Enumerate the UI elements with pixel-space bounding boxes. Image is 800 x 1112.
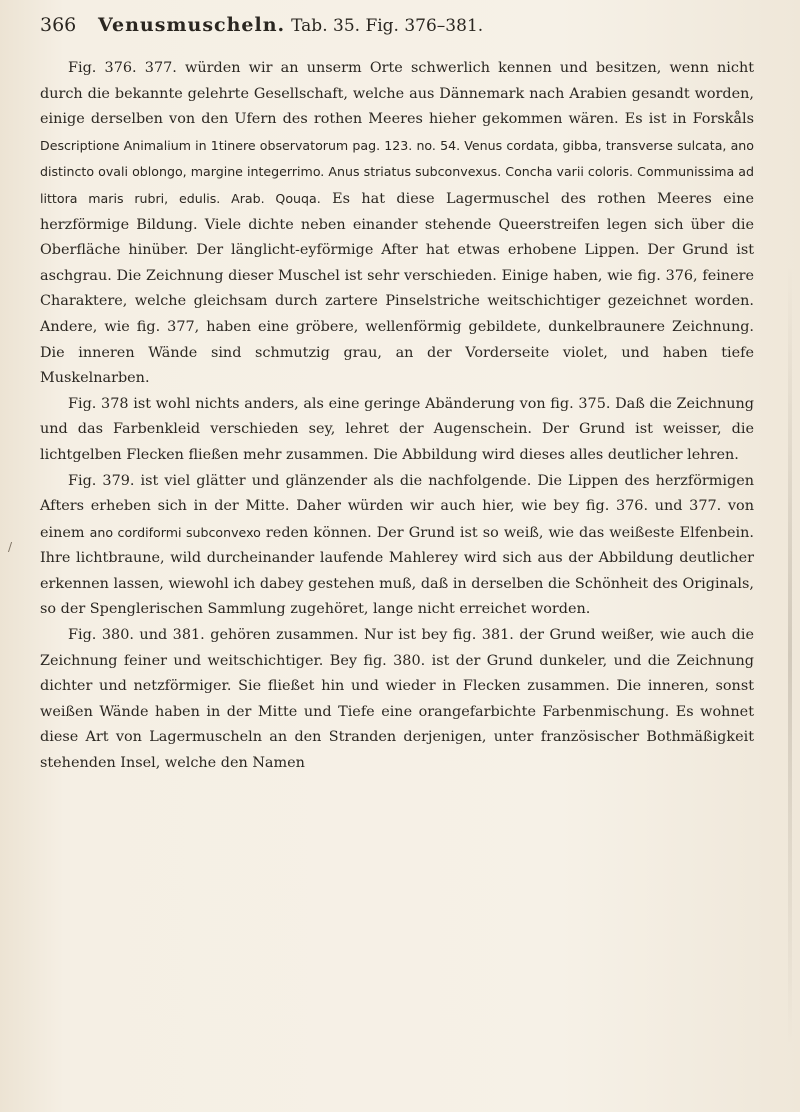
paragraph-text: gehören zusammen. Nur ist bey fig. 381. der Grund weißer, wie auch die Zeichnung feiner und weitschichtiger. Bey fig. 380. ist der Grund dunkeler, und die Zeichnung dichter und netzförmiger. Sie fließet hin und wieder in Flecken zusammen. Die inneren, sonst weißen Wände haben in der Mitte und Tiefe eine orangefarbichte Farbenmischung. Es wohnet diese Art von Lagermuscheln an den Stranden derjenigen, unter französischer Bothmäßigkeit stehenden Insel, welche den Namen — [40, 627, 754, 772]
paragraph-fig-376-377 — [40, 56, 754, 392]
binding-shadow — [788, 265, 792, 1045]
paragraph-lead: Fig. 379. — [68, 472, 135, 489]
paragraph-fig-378 — [40, 392, 754, 469]
paragraph-lead: Fig. 378 — [68, 395, 129, 412]
latin-quotation: Descriptione Animalium in 1tinere observatorum pag. 123. no. 54. Venus cordata, gibba, transverse sulcata, ano distincto ovali oblongo, margine integerrimo. Anus striatus subconvexus. Concha varii coloris. Communissima ad littora maris rubri, edulis. Arab. Qouqa. — [40, 137, 754, 206]
paragraph-text-continued: Es hat diese Lagermuschel des rothen Meeres eine herzförmige Bildung. Viele dichte neben einander stehende Queerstreifen legen sich über die Oberfläche hinüber. Der länglicht-eyförmige After hat etwas erhobene Lippen. Der Grund ist aschgrau. Die Zeichnung dieser Muschel ist sehr verschieden. Einige haben, wie fig. 376, feinere Charaktere, welche gleichsam durch zartere Pinselstriche weitschichtiger gezeichnet worden. Andere, wie fig. 377, haben eine gröbere, wellenförmig gebildete, dunkelbraunere Zeichnung. Die inneren Wände sind schmutzig grau, an der Vorderseite violet, und haben tiefe Muskelnarben. — [40, 190, 754, 387]
page-body — [40, 56, 754, 777]
latin-phrase: ano cordiformi subconvexo — [89, 524, 261, 540]
paragraph-lead: Fig. 376. 377. — [68, 60, 177, 76]
running-title: Venusmuscheln. — [98, 14, 286, 36]
paragraph-lead: Fig. 380. und 381. — [68, 627, 205, 644]
page-number: 366 — [40, 14, 77, 36]
paragraph-text: ist viel glätter und glänzender als die nachfolgende. Die Lippen des herzförmigen Afters erheben sich in der Mitte. Daher würden wir auch hier, wie bey fig. 376. und 377. von einem — [40, 472, 754, 541]
paragraph-text: würden wir an unserm Orte schwerlich kennen und besitzen, wenn nicht durch die bekannte gelehrte Gesellschaft, welche aus Dännemark nach Arabien gesandt worden, einige derselben von den Ufern des rothen Meeres hieher gekommen wären. Es ist in Forskåls — [40, 60, 755, 128]
paragraph-text-continued: reden können. Der Grund ist so weiß, wie das weißeste Elfenbein. Ihre lichtbraune, wild durcheinander laufende Mahlerey wird sich aus der Abbildung deutlicher erkennen lassen, wiewohl ich dabey gestehen muß, daß in derselben die Schönheit des Originals, so der Spenglerischen Sammlung zugehöret, lange nicht erreichet worden. — [40, 524, 755, 618]
paragraph-fig-380-381 — [40, 623, 754, 777]
paragraph-text: ist wohl nichts anders, als eine geringe Abänderung von fig. 375. Daß die Zeichnung und das Farbenkleid verschieden sey, lehret der Augenschein. Der Grund ist weisser, die lichtgelben Flecken fließen mehr zusammen. Die Abbildung wird dieses alles deutlicher lehren. — [40, 395, 754, 463]
running-header — [40, 14, 754, 48]
margin-mark: / — [8, 540, 13, 554]
paragraph-fig-379 — [40, 469, 754, 624]
figure-reference: Tab. 35. Fig. 376–381. — [291, 16, 484, 36]
